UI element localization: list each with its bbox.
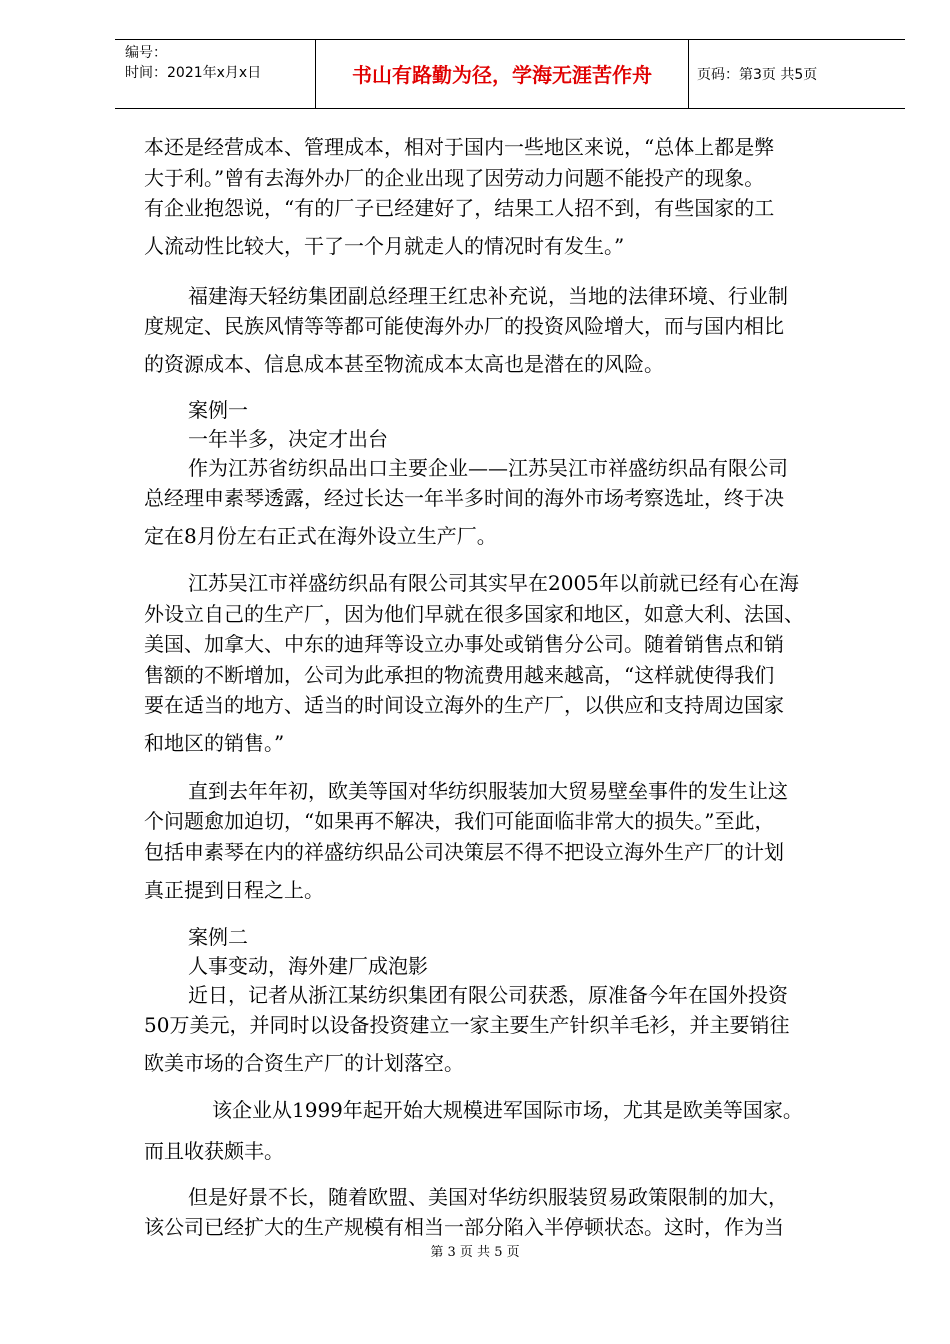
text-line: 真正提到日程之上。 <box>144 878 324 902</box>
text-line: 度规定、民族风情等等都可能使海外办厂的投资风险增大，而与国内相比 <box>144 314 784 338</box>
case-subheading: 一年半多，决定才出台 <box>188 427 388 451</box>
document-time-label: 时间：2021年x月x日 <box>125 65 262 81</box>
text-line: 定在8月份左右正式在海外设立生产厂。 <box>144 524 497 548</box>
header-page-label: 页码：第3页 共5页 <box>697 67 818 83</box>
document-number-label: 编号： <box>125 45 167 61</box>
page-footer: 第 3 页 共 5 页 <box>430 1245 520 1260</box>
document-header <box>115 39 905 109</box>
text-line: 总经理申素琴透露，经过长达一年半多时间的海外市场考察选址，终于决 <box>144 486 784 510</box>
text-line: 要在适当的地方、适当的时间设立海外的生产厂，以供应和支持周边国家 <box>144 693 784 717</box>
header-motto-cell <box>316 40 689 108</box>
text-line: 直到去年年初，欧美等国对华纺织服装加大贸易壁垒事件的发生让这 <box>188 779 788 803</box>
text-line: 福建海天轻纺集团副总经理王红忠补充说，当地的法律环境、行业制 <box>188 284 788 308</box>
text-line: 但是好景不长，随着欧盟、美国对华纺织服装贸易政策限制的加大， <box>188 1185 788 1209</box>
case-heading: 案例一 <box>188 398 248 422</box>
text-line: 近日，记者从浙江某纺织集团有限公司获悉，原准备今年在国外投资 <box>188 983 788 1007</box>
text-line: 作为江苏省纺织品出口主要企业——江苏吴江市祥盛纺织品有限公司 <box>188 456 788 480</box>
text-line: 外设立自己的生产厂，因为他们早就在很多国家和地区，如意大利、法国、 <box>144 602 804 626</box>
header-page-cell <box>689 40 905 108</box>
text-line: 售额的不断增加，公司为此承担的物流费用越来越高，“这样就使得我们 <box>144 663 775 687</box>
text-line: 有企业抱怨说，“有的厂子已经建好了，结果工人招不到，有些国家的工 <box>144 196 775 220</box>
text-line: 和地区的销售。” <box>144 731 285 755</box>
header-motto: 书山有路勤为径，学海无涯苦作舟 <box>352 63 652 87</box>
text-line: 的资源成本、信息成本甚至物流成本太高也是潜在的风险。 <box>144 352 664 376</box>
text-line: 欧美市场的合资生产厂的计划落空。 <box>144 1051 464 1075</box>
text-line: 美国、加拿大、中东的迪拜等设立办事处或销售分公司。随着销售点和销 <box>144 632 784 656</box>
text-line: 该公司已经扩大的生产规模有相当一部分陷入半停顿状态。这时，作为当 <box>144 1215 784 1239</box>
text-line: 本还是经营成本、管理成本，相对于国内一些地区来说，“总体上都是弊 <box>144 135 775 159</box>
case-heading: 案例二 <box>188 925 248 949</box>
text-line: 包括申素琴在内的祥盛纺织品公司决策层不得不把设立海外生产厂的计划 <box>144 840 784 864</box>
case-subheading: 人事变动，海外建厂成泡影 <box>188 954 428 978</box>
header-meta-cell <box>115 40 316 108</box>
text-line: 大于利。”曾有去海外办厂的企业出现了因劳动力问题不能投产的现象。 <box>144 166 765 190</box>
text-line: 该企业从1999年起开始大规模进军国际市场，尤其是欧美等国家。 <box>212 1098 803 1122</box>
text-line: 而且收获颇丰。 <box>144 1139 284 1163</box>
text-line: 人流动性比较大，干了一个月就走人的情况时有发生。” <box>144 234 625 258</box>
text-line: 江苏吴江市祥盛纺织品有限公司其实早在2005年以前就已经有心在海 <box>188 571 799 595</box>
text-line: 个问题愈加迫切，“如果再不解决，我们可能面临非常大的损失。”至此， <box>144 809 775 833</box>
text-line: 50万美元，并同时以设备投资建立一家主要生产针织羊毛衫，并主要销往 <box>144 1013 790 1037</box>
